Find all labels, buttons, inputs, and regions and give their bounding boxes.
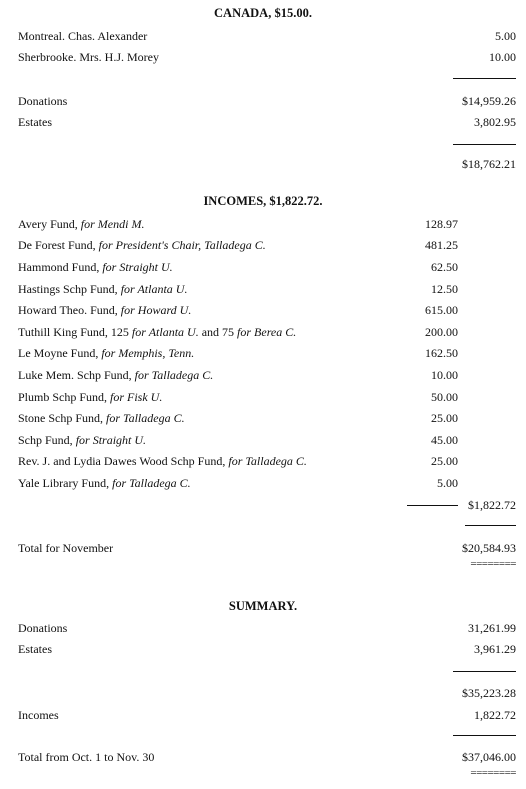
canada-item-label: Sherbrooke. Mrs. H.J. Morey: [18, 50, 159, 64]
canada-total: $18,762.21: [462, 157, 516, 171]
grand-total-amount: $37,046.00: [462, 750, 516, 764]
canada-item-amount: 10.00: [489, 50, 516, 64]
sum-rule: [453, 735, 516, 736]
income-item-label: Luke Mem. Schp Fund, for Talladega C.: [18, 368, 214, 382]
income-item-amount: 615.00: [425, 303, 458, 317]
income-item-amount: 62.50: [431, 260, 458, 274]
income-item-label: Plumb Schp Fund, for Fisk U.: [18, 390, 163, 404]
income-item-amount: 25.00: [431, 454, 458, 468]
income-item-label: Stone Schp Fund, for Talladega C.: [18, 411, 185, 425]
estates-label: Estates: [18, 115, 52, 129]
sum-rule: [453, 144, 516, 145]
income-item-label: Howard Theo. Fund, for Howard U.: [18, 303, 192, 317]
estates-amount: 3,802.95: [474, 115, 516, 129]
summary-heading: SUMMARY.: [228, 599, 298, 613]
income-item-amount: 25.00: [431, 411, 458, 425]
income-item-amount: 162.50: [425, 346, 458, 360]
income-item-label: Avery Fund, for Mendi M.: [18, 217, 145, 231]
income-item-amount: 10.00: [431, 368, 458, 382]
november-total-amount: $20,584.93: [462, 541, 516, 555]
income-item-amount: 200.00: [425, 325, 458, 339]
incomes-heading: INCOMES, $1,822.72.: [203, 194, 323, 208]
summary-subtotal: $35,223.28: [462, 686, 516, 700]
canada-item-amount: 5.00: [495, 29, 516, 43]
summary-incomes-amount: 1,822.72: [474, 708, 516, 722]
income-item-label: Hastings Schp Fund, for Atlanta U.: [18, 282, 188, 296]
income-item-label: Schp Fund, for Straight U.: [18, 433, 147, 447]
canada-heading: CANADA, $15.00.: [214, 6, 312, 20]
november-total-label: Total for November: [18, 541, 114, 555]
incomes-total: $1,822.72: [468, 498, 516, 512]
sum-rule: [453, 78, 516, 79]
sum-rule: [465, 525, 516, 526]
income-item-label: Yale Library Fund, for Talladega C.: [18, 476, 191, 490]
grand-total-label: Total from Oct. 1 to Nov. 30: [18, 750, 155, 764]
income-item-label: Tuthill King Fund, 125 for Atlanta U. and 75 for Berea C.: [18, 325, 297, 339]
donations-amount: $14,959.26: [462, 94, 516, 108]
income-item-amount: 481.25: [425, 238, 458, 252]
canada-item-label: Montreal. Chas. Alexander: [18, 29, 148, 43]
summary-estates-label: Estates: [18, 642, 52, 656]
double-rule: ========: [470, 558, 516, 570]
double-rule: ========: [470, 767, 516, 779]
income-item-amount: 5.00: [437, 476, 458, 490]
income-item-label: Hammond Fund, for Straight U.: [18, 260, 173, 274]
income-item-amount: 50.00: [431, 390, 458, 404]
income-item-amount: 128.97: [425, 217, 458, 231]
sum-rule: [407, 505, 458, 506]
income-item-amount: 12.50: [431, 282, 458, 296]
income-item-label: Le Moyne Fund, for Memphis, Tenn.: [18, 346, 195, 360]
income-item-amount: 45.00: [431, 433, 458, 447]
sum-rule: [453, 671, 516, 672]
income-item-label: De Forest Fund, for President's Chair, Talladega C.: [18, 238, 266, 252]
donations-label: Donations: [18, 94, 68, 108]
summary-estates-amount: 3,961.29: [474, 642, 516, 656]
summary-donations-amount: 31,261.99: [468, 621, 516, 635]
summary-incomes-label: Incomes: [18, 708, 59, 722]
summary-donations-label: Donations: [18, 621, 68, 635]
income-item-label: Rev. J. and Lydia Dawes Wood Schp Fund, for Talladega C.: [18, 454, 307, 468]
